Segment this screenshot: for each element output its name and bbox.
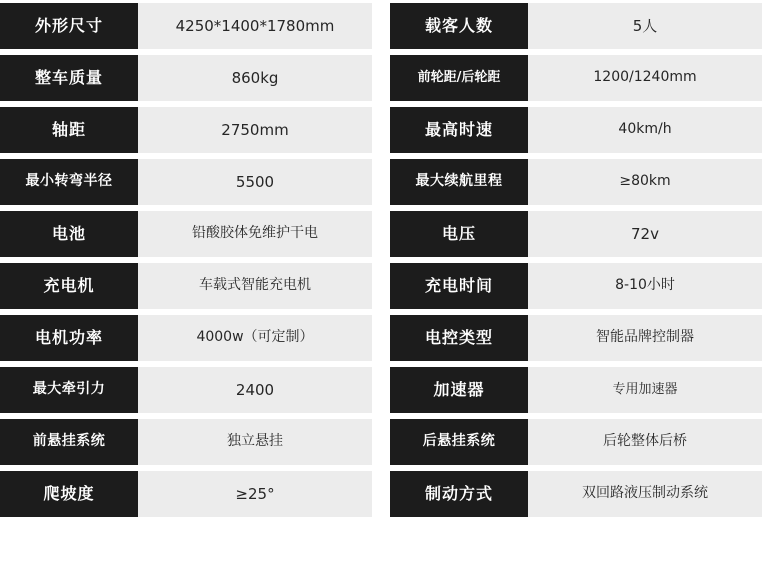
spec-row: [390, 208, 762, 260]
spec-label: 制动方式: [390, 471, 528, 517]
spec-value: 2750mm: [138, 107, 372, 153]
spec-row: [0, 468, 372, 520]
spec-label: 最大牵引力: [0, 367, 138, 413]
spec-row: [0, 104, 372, 156]
spec-label: 整车质量: [0, 55, 138, 101]
spec-value: 2400: [138, 367, 372, 413]
spec-label: 爬坡度: [0, 471, 138, 517]
spec-value: 860kg: [138, 55, 372, 101]
spec-label: 最大续航里程: [390, 159, 528, 205]
spec-value: 双回路液压制动系统: [528, 471, 762, 517]
column-divider: [372, 364, 390, 416]
spec-value: 车载式智能充电机: [138, 263, 372, 309]
spec-label: 前轮距/后轮距: [390, 55, 528, 101]
spec-value: 铅酸胶体免维护干电: [138, 211, 372, 257]
spec-row: [0, 208, 372, 260]
spec-value: 5500: [138, 159, 372, 205]
spec-row: [390, 0, 762, 52]
column-divider: [372, 260, 390, 312]
column-divider: [372, 156, 390, 208]
spec-value: 72v: [528, 211, 762, 257]
spec-label: 电控类型: [390, 315, 528, 361]
spec-value: 40km/h: [528, 107, 762, 153]
column-divider: [372, 0, 390, 52]
column-divider: [372, 104, 390, 156]
spec-label: 充电机: [0, 263, 138, 309]
spec-value: 4000w（可定制）: [138, 315, 372, 361]
spec-row: [0, 0, 372, 52]
spec-label: 充电时间: [390, 263, 528, 309]
spec-label: 前悬挂系统: [0, 419, 138, 465]
spec-value: 后轮整体后桥: [528, 419, 762, 465]
spec-value: 8-10小时: [528, 263, 762, 309]
spec-value: 1200/1240mm: [528, 55, 762, 101]
spec-label: 加速器: [390, 367, 528, 413]
spec-row: [390, 156, 762, 208]
column-divider: [372, 312, 390, 364]
spec-label: 电池: [0, 211, 138, 257]
spec-label: 载客人数: [390, 3, 528, 49]
spec-label: 最小转弯半径: [0, 159, 138, 205]
column-divider: [372, 468, 390, 520]
spec-label: 后悬挂系统: [390, 419, 528, 465]
spec-value: ≥25°: [138, 471, 372, 517]
spec-row: [390, 468, 762, 520]
spec-label: 外形尺寸: [0, 3, 138, 49]
spec-value: 4250*1400*1780mm: [138, 3, 372, 49]
spec-label: 电压: [390, 211, 528, 257]
spec-row: [390, 260, 762, 312]
spec-row: [0, 52, 372, 104]
column-divider: [372, 52, 390, 104]
spec-value: 智能品牌控制器: [528, 315, 762, 361]
spec-row: [0, 156, 372, 208]
spec-row: [390, 416, 762, 468]
spec-label: 最高时速: [390, 107, 528, 153]
spec-row: [390, 52, 762, 104]
spec-row: [390, 312, 762, 364]
spec-value: 5人: [528, 3, 762, 49]
column-divider: [372, 416, 390, 468]
spec-row: [0, 312, 372, 364]
column-divider: [372, 208, 390, 260]
spec-row: [390, 364, 762, 416]
spec-row: [390, 104, 762, 156]
spec-row: [0, 260, 372, 312]
spec-label: 轴距: [0, 107, 138, 153]
spec-value: 独立悬挂: [138, 419, 372, 465]
spec-value: ≥80km: [528, 159, 762, 205]
spec-value: 专用加速器: [528, 367, 762, 413]
spec-label: 电机功率: [0, 315, 138, 361]
spec-row: [0, 364, 372, 416]
spec-row: [0, 416, 372, 468]
